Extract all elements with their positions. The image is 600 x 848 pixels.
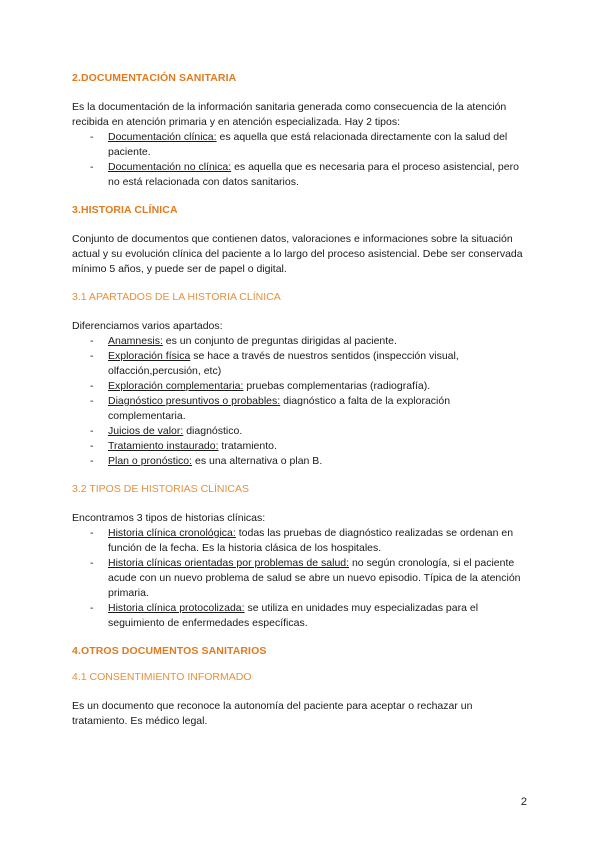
list-item	[72, 334, 524, 349]
bullet: -	[90, 161, 94, 173]
list-item-term: Historia clínicas orientadas por problemas de salud:	[108, 557, 350, 569]
list-item-term: Tratamiento instaurado:	[108, 440, 219, 452]
list-item-term: Plan o pronóstico:	[108, 455, 193, 467]
list-item-term: Exploración complementaria:	[108, 380, 244, 392]
list-item	[72, 601, 524, 631]
bullet: -	[90, 131, 94, 143]
list-item	[72, 160, 524, 190]
list-item-text: no según cronología, si el paciente acude con un nuevo problema de salud se abre un nuevo episodio. Típica de la atención primaria.	[108, 557, 521, 599]
list-item-text: se hace a través de nuestros sentidos (inspección visual, olfacción,percusión, etc)	[108, 350, 459, 377]
section-3-1-list	[72, 334, 524, 469]
list-item-text: diagnóstico.	[183, 425, 243, 437]
section-heading-4-1: 4.1 CONSENTIMIENTO INFORMADO	[72, 671, 252, 683]
list-item-text: pruebas complementarias (radiografía).	[243, 380, 431, 392]
bullet: -	[90, 395, 94, 407]
list-item-term: Anamnesis:	[108, 335, 163, 347]
bullet: -	[90, 455, 94, 467]
bullet: -	[90, 350, 94, 362]
section-heading-3-2: 3.2 TIPOS DE HISTORIAS CLÍNICAS	[72, 483, 249, 495]
list-item	[72, 130, 524, 160]
list-item	[72, 394, 524, 424]
list-item	[72, 556, 524, 601]
section-4-1-intro: Es un documento que reconoce la autonomía del paciente para aceptar o rechazar un tratamiento. Es médico legal.	[72, 700, 473, 727]
list-item-text: es aquella que es necesaria para el proceso asistencial, pero no está relacionada con datos sanitarios.	[108, 161, 519, 188]
section-3-intro: Conjunto de documentos que contienen datos, valoraciones e informaciones sobre la situación actual y su evolución clínica del paciente a lo largo del proceso asistencial. Debe ser conservada mínimo 5 años, y puede ser de papel o digital.	[72, 233, 523, 275]
list-item-term: Historia clínica protocolizada:	[108, 602, 245, 614]
list-item-term: Documentación clínica:	[108, 131, 217, 143]
section-3-2-list	[72, 526, 524, 631]
list-item	[72, 526, 524, 556]
list-item-text: todas las pruebas de diagnóstico realizadas se ordenan en función de la fecha. Es la historia clásica de los hospitales.	[108, 527, 514, 554]
list-item-term: Documentación no clínica:	[108, 161, 232, 173]
list-item-text: es un conjunto de preguntas dirigidas al paciente.	[162, 335, 397, 347]
bullet: -	[90, 440, 94, 452]
list-item	[72, 439, 524, 454]
list-item-term: Exploración física	[108, 350, 191, 362]
bullet: -	[90, 602, 94, 614]
list-item	[72, 454, 524, 469]
list-item-text: es una alternativa o plan B.	[192, 455, 323, 467]
document-page	[72, 72, 524, 729]
list-item-term: Historia clínica cronológica:	[108, 527, 236, 539]
section-heading-4: 4.OTROS DOCUMENTOS SANITARIOS	[72, 645, 267, 657]
section-heading-2: 2.DOCUMENTACIÓN SANITARIA	[72, 72, 237, 84]
bullet: -	[90, 527, 94, 539]
section-heading-3-1: 3.1 APARTADOS DE LA HISTORIA CLÍNICA	[72, 291, 281, 303]
list-item-text: se utiliza en unidades muy especializadas para el seguimiento de enfermedades específicas.	[108, 602, 479, 629]
section-heading-3: 3.HISTORIA CLÍNICA	[72, 204, 178, 216]
list-item-text: diagnóstico a falta de la exploración complementaria.	[108, 395, 451, 422]
section-2-list	[72, 130, 524, 190]
bullet: -	[90, 425, 94, 437]
list-item	[72, 349, 524, 379]
list-item	[72, 424, 524, 439]
section-3-2-intro: Encontramos 3 tipos de historias clínicas:	[72, 512, 266, 524]
list-item-term: Diagnóstico presuntivos o probables:	[108, 395, 281, 407]
list-item-text: tratamiento.	[218, 440, 277, 452]
bullet: -	[90, 335, 94, 347]
page-number: 2	[520, 796, 527, 808]
section-3-1-intro: Diferenciamos varios apartados:	[72, 320, 223, 332]
bullet: -	[90, 380, 94, 392]
list-item-term: Juicios de valor:	[108, 425, 184, 437]
list-item	[72, 379, 524, 394]
section-2-intro: Es la documentación de la información sanitaria generada como consecuencia de la atención recibida en atención primaria y en atención especializada. Hay 2 tipos:	[72, 101, 507, 128]
list-item-text: es aquella que está relacionada directamente con la salud del paciente.	[108, 131, 508, 158]
bullet: -	[90, 557, 94, 569]
